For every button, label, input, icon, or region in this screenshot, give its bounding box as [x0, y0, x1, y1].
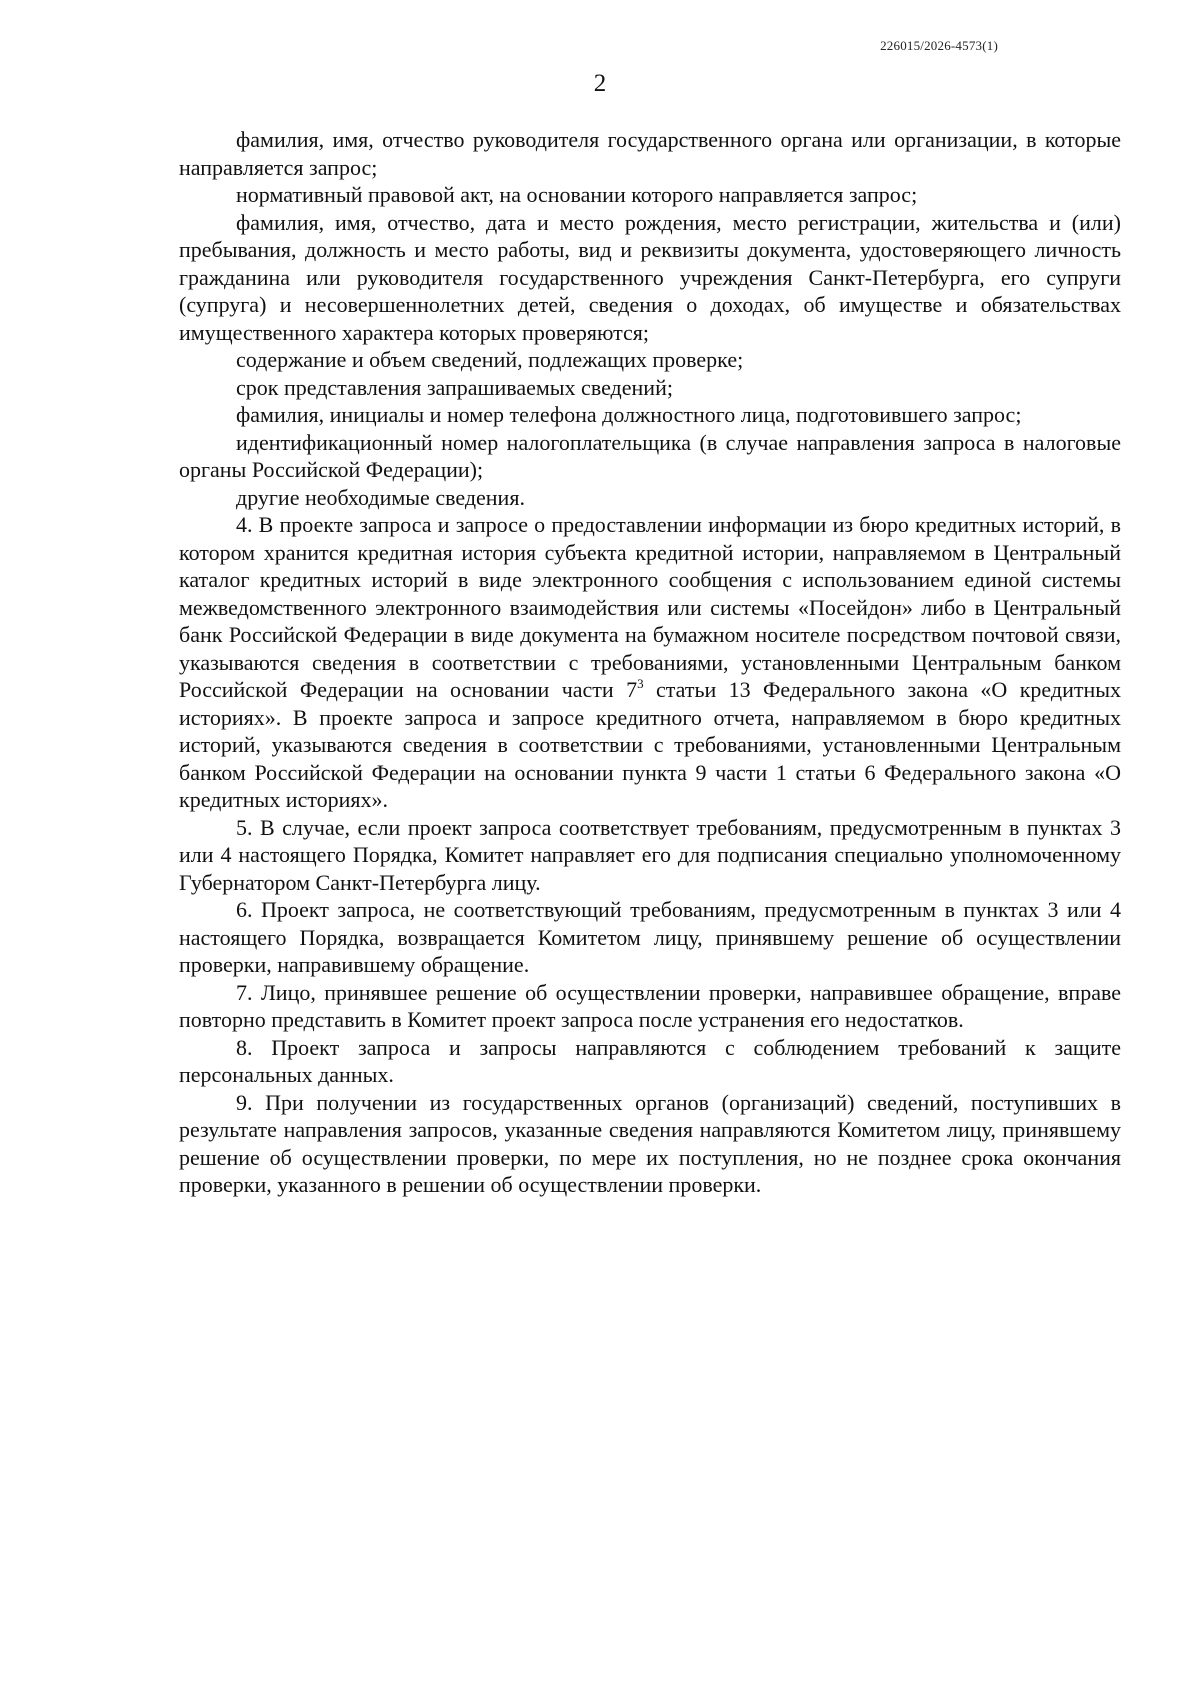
paragraph-item-8: 8. Проект запроса и запросы направляются с соблюдением требований к защите персональных данных.: [179, 1034, 1121, 1087]
paragraph: другие необходимые сведения.: [236, 484, 525, 510]
paragraph: нормативный правовой акт, на основании которого направляется запрос;: [236, 182, 918, 207]
paragraph-item-4: [179, 511, 1121, 814]
paragraph-item-9: 9. При получении из государственных органов (организаций) сведений, поступивших в результате направления запросов, указанные сведения направляются Комитетом лицу, принявшему решение об осуществлении проверки, по мере их поступления, но не позднее срока окончания проверки, указанного в решении об осуществлении проверки.: [179, 1089, 1121, 1197]
document-registration-number: 226015/2026-4573(1): [880, 38, 998, 53]
paragraph-item-4-text-start: 4. В проекте запроса и запросе о предоставлении информации из бюро кредитных историй, в котором хранится кредитная история субъекта кредитной истории, направляемом в Центральный каталог кредитных историй в виде электронного сообщения с использованием единой системы межведомственного электронного взаимодействия или системы «Посейдон» либо в Центральный банк Российской Федерации в виде документа на бумажном носителе посредством почтовой связи, указываются сведения в соответствии с требованиями, установленными Центральным банком Российской Федерации на основании части 7: [179, 512, 1121, 702]
document-body: [179, 126, 1121, 1199]
paragraph: фамилия, инициалы и номер телефона должностного лица, подготовившего запрос;: [236, 402, 1022, 427]
paragraph: фамилия, имя, отчество руководителя государственного органа или организации, в которые направляется запрос;: [179, 127, 1121, 180]
paragraph-item-5: 5. В случае, если проект запроса соответствует требованиям, предусмотренным в пунктах 3 или 4 настоящего Порядка, Комитет направляет его для подписания специально уполномоченному Губернатором Санкт-Петербурга лицу.: [179, 814, 1121, 895]
paragraph: содержание и объем сведений, подлежащих проверке;: [236, 347, 744, 372]
paragraph-item-4-text-end: статьи 13 Федерального закона «О кредитных историях». В проекте запроса и запросе кредитного отчета, направляемом в бюро кредитных историй, указываются сведения в соответствии с требованиями, установленными Центральным банком Российской Федерации на основании пункта 9 части 1 статьи 6 Федерального закона «О кредитных историях».: [179, 677, 1122, 812]
superscript-marker: 3: [637, 676, 644, 691]
paragraph-item-7: 7. Лицо, принявшее решение об осуществлении проверки, направившее обращение, вправе повторно представить в Комитет проект запроса после устранения его недостатков.: [179, 979, 1121, 1032]
paragraph: идентификационный номер налогоплательщика (в случае направления запроса в налоговые органы Российской Федерации);: [179, 429, 1121, 482]
page-number: 2: [593, 70, 607, 97]
paragraph-item-6: 6. Проект запроса, не соответствующий требованиям, предусмотренным в пунктах 3 или 4 настоящего Порядка, возвращается Комитетом лицу, принявшему решение об осуществлении проверки, направившему обращение.: [179, 897, 1121, 977]
paragraph: фамилия, имя, отчество, дата и место рождения, место регистрации, жительства и (или) пребывания, должность и место работы, вид и реквизиты документа, удостоверяющего личность гражданина или руководителя государственного учреждения Санкт-Петербурга, его супруги (супруга) и несовершеннолетних детей, сведения о доходах, об имуществе и обязательствах имущественного характера которых проверяются;: [179, 209, 1121, 345]
paragraph: срок представления запрашиваемых сведений;: [236, 374, 673, 400]
